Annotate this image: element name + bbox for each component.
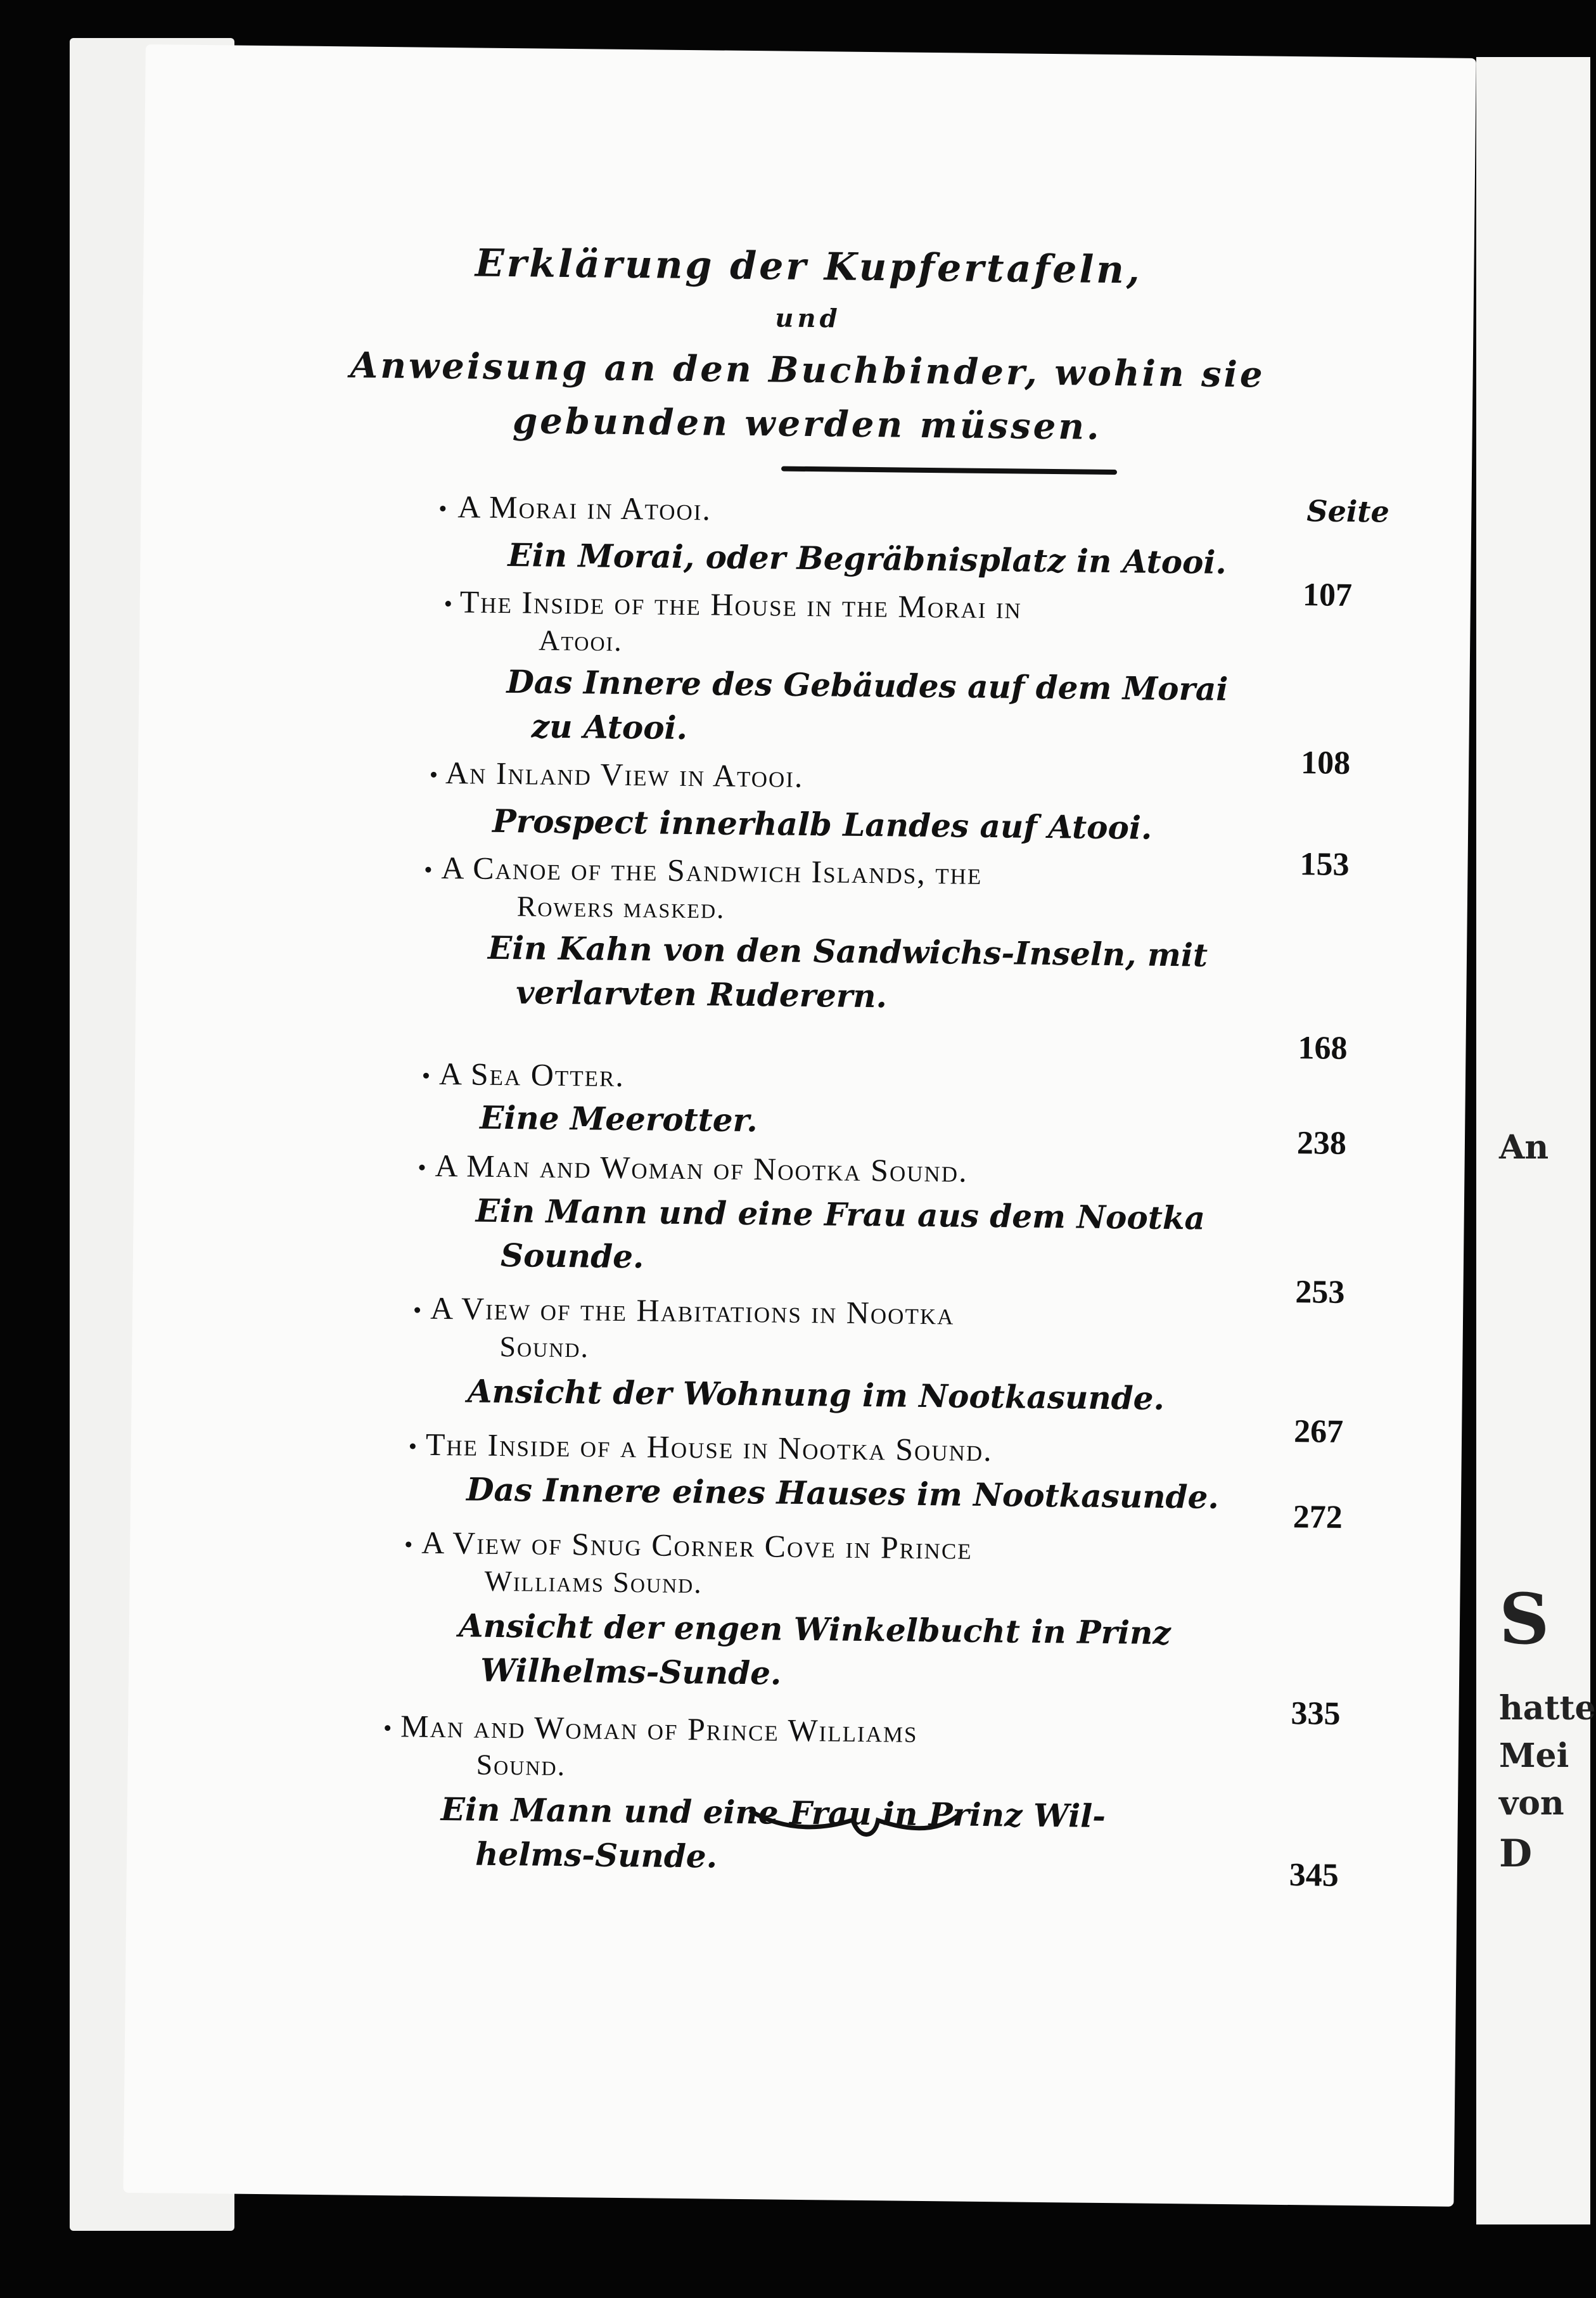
german-caption: Eine Meerotter.	[479, 1098, 758, 1139]
english-caption-continued: Sound.	[499, 1330, 590, 1364]
closing-flourish	[748, 1800, 964, 1847]
german-caption: Das Innere des Gebäudes auf dem Morai	[506, 663, 1229, 708]
english-caption: A View of the Habitations in Nootka	[430, 1290, 955, 1332]
english-caption: The Inside of a House in Nootka Sound.	[425, 1426, 993, 1468]
german-caption-continued: verlarvten Ruderern.	[516, 973, 888, 1015]
bullet-dot	[419, 1165, 425, 1171]
bullet-dot	[440, 506, 445, 511]
english-caption-continued: Atooi.	[538, 624, 623, 657]
bullet-dot	[405, 1541, 411, 1547]
facing-page-fragment: von	[1499, 1784, 1564, 1823]
book-page	[124, 44, 1476, 2207]
facing-page-fragment: D	[1499, 1832, 1533, 1876]
german-caption: Ein Mann und eine Frau in Prinz Wil-	[440, 1790, 1106, 1835]
bullet-dot	[385, 1725, 390, 1731]
facing-page-fragment: S	[1499, 1578, 1550, 1660]
plate-entry	[135, 1052, 1465, 1162]
page-number: 107	[1302, 577, 1353, 613]
page-number: 267	[1293, 1413, 1344, 1450]
german-caption: Das Innere eines Hauses im Nootkasunde.	[466, 1470, 1220, 1516]
page-number: 153	[1299, 846, 1350, 883]
german-caption: Ein Morai, oder Begräbnisplatz in Atooi.	[508, 536, 1227, 581]
title-conjunction: und	[775, 303, 841, 334]
english-caption: A View of Snug Corner Cove in Prince	[421, 1524, 973, 1566]
german-caption: Ein Kahn von den Sandwichs-Inseln, mit	[487, 928, 1208, 974]
page-number: 238	[1296, 1125, 1347, 1162]
facing-page	[1476, 57, 1596, 2224]
german-caption: Ansicht der Wohnung im Nootkasunde.	[467, 1372, 1165, 1417]
english-caption: A Canoe of the Sandwich Islands, the	[441, 849, 983, 891]
german-caption: Ansicht der engen Winkelbucht in Prinz	[458, 1607, 1171, 1652]
german-caption-continued: Wilhelms-Sunde.	[480, 1651, 782, 1692]
english-caption: The Inside of the House in the Morai in	[459, 584, 1023, 626]
english-caption: A Morai in Atooi.	[457, 489, 712, 527]
german-caption-continued: Sounde.	[500, 1236, 644, 1276]
subtitle-line: gebunden werden müssen.	[512, 400, 1102, 448]
english-caption-continued: Sound.	[476, 1748, 566, 1782]
page-number: 345	[1289, 1857, 1339, 1894]
german-caption: Prospect innerhalb Landes auf Atooi.	[492, 802, 1152, 847]
english-caption: Man and Woman of Prince Williams	[400, 1708, 918, 1749]
facing-page-fragment: hatte	[1499, 1689, 1596, 1728]
bullet-dot	[423, 1073, 429, 1079]
bullet-dot	[414, 1307, 420, 1313]
english-caption-continued: Williams Sound.	[484, 1564, 703, 1600]
german-caption-continued: helms-Sunde.	[475, 1835, 718, 1875]
title-rule	[781, 466, 1117, 475]
english-caption: A Sea Otter.	[438, 1055, 625, 1094]
bullet-dot	[431, 772, 437, 778]
facing-page-fragment: An	[1499, 1128, 1549, 1167]
page-number: 272	[1293, 1499, 1343, 1536]
bullet-dot	[445, 601, 451, 607]
english-caption-continued: Rowers masked.	[516, 890, 725, 925]
page-number: 168	[1298, 1030, 1348, 1067]
english-caption: A Man and Woman of Nootka Sound.	[435, 1147, 968, 1189]
bullet-dot	[410, 1443, 416, 1449]
page-number: 108	[1300, 745, 1351, 781]
page-number: 335	[1291, 1695, 1341, 1732]
german-caption-continued: zu Atooi.	[531, 707, 688, 747]
subtitle-line: Anweisung an den Buchbinder, wohin sie	[350, 344, 1265, 396]
page-column-label: Seite	[1306, 494, 1390, 529]
page-number: 253	[1295, 1274, 1345, 1311]
page-title: Erklärung der Kupfertafeln,	[475, 241, 1143, 293]
german-caption: Ein Mann und eine Frau aus dem Nootka	[475, 1191, 1206, 1237]
bullet-dot	[425, 867, 431, 873]
facing-page-fragment: Mei	[1499, 1736, 1569, 1775]
english-caption: An Inland View in Atooi.	[445, 755, 804, 794]
